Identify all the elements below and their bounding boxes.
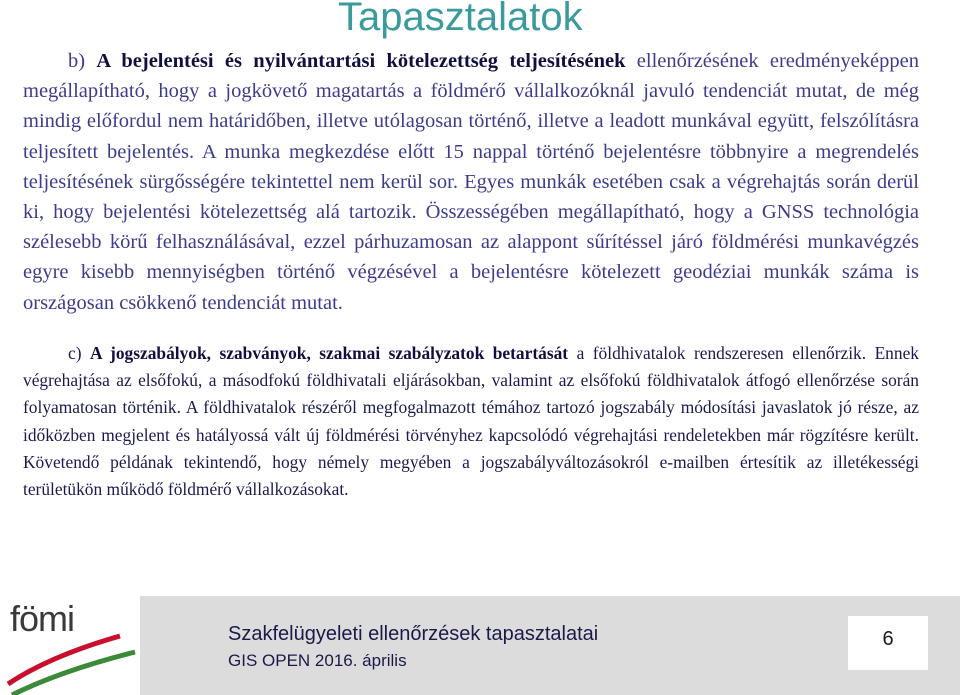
paragraph-c: [23, 340, 919, 503]
flag-swoosh-icon: [0, 596, 140, 695]
footer-subtitle: GIS OPEN 2016. április: [228, 651, 407, 670]
paragraph-c-prefix: c): [68, 343, 90, 363]
paragraph-b-text: ellenőrzésének eredményeképpen megállapítható, hogy a jogkövető magatartás a földmérő vállalkozóknál javuló tendenciát mutat, de még mindig előfordul nem határidőben, illetve utólagosan történő, illetve a leadott munkával együtt, felszólításra teljesített bejelentés. A munka megkezdése előtt 15 nappal történő bejelentésre többnyire a megrendelés teljesítésének sürgősségére tekintettel nem kerül sor. Egyes munkák esetében csak a végrehajtás során derül ki, hogy bejelentési kötelezettség alá tartozik. Összességében megállapítható, hogy a GNSS technológia szélesebb körű felhasználásával, ezzel párhuzamosan az alappont sűrítéssel járó földmérési munkavégzés egyre kisebb mennyiségben történő végzésével a bejelentésre kötelezett geodéziai munkák száma is országosan csökkenő tendenciát mutat.: [23, 50, 919, 314]
footer-title: Szakfelügyeleti ellenőrzések tapasztalatai: [228, 623, 599, 645]
paragraph-b: [23, 46, 919, 318]
page-number: 6: [882, 628, 894, 650]
fomi-logo: [0, 596, 140, 695]
page-number-box: [848, 616, 928, 670]
paragraph-b-prefix: b): [68, 50, 97, 72]
paragraph-c-bold: A jogszabályok, szabványok, szakmai szabályzatok betartását: [89, 343, 569, 363]
logo-text: fömi: [10, 598, 75, 639]
paragraph-c-text: a földhivatalok rendszeresen ellenőrzik. Ennek végrehajtása az elsőfokú, a másodfokú földhivatali eljárásokban, valamint az elsőfokú földhivatalok átfogó ellenőrzése során folyamatosan történik. A földhivatalok részéről megfogalmazott témához tartozó jogszabály módosítási javaslatok jó része, az időközben megjelent és hatályossá vált új földmérési törvényhez kapcsolódó végrehajtási rendeletekben már rögzítésre került. Követendő példának tekintendő, hogy némely megyében a jogszabályváltozásokról e-mailben értesítik az illetékességi területükön működő földmérő vállalkozásokat.: [23, 343, 919, 500]
paragraph-b-bold: A bejelentési és nyilvántartási kötelezettség teljesítésének: [96, 50, 626, 72]
slide-title: Tapasztalatok: [338, 0, 583, 39]
footer: [0, 596, 960, 695]
